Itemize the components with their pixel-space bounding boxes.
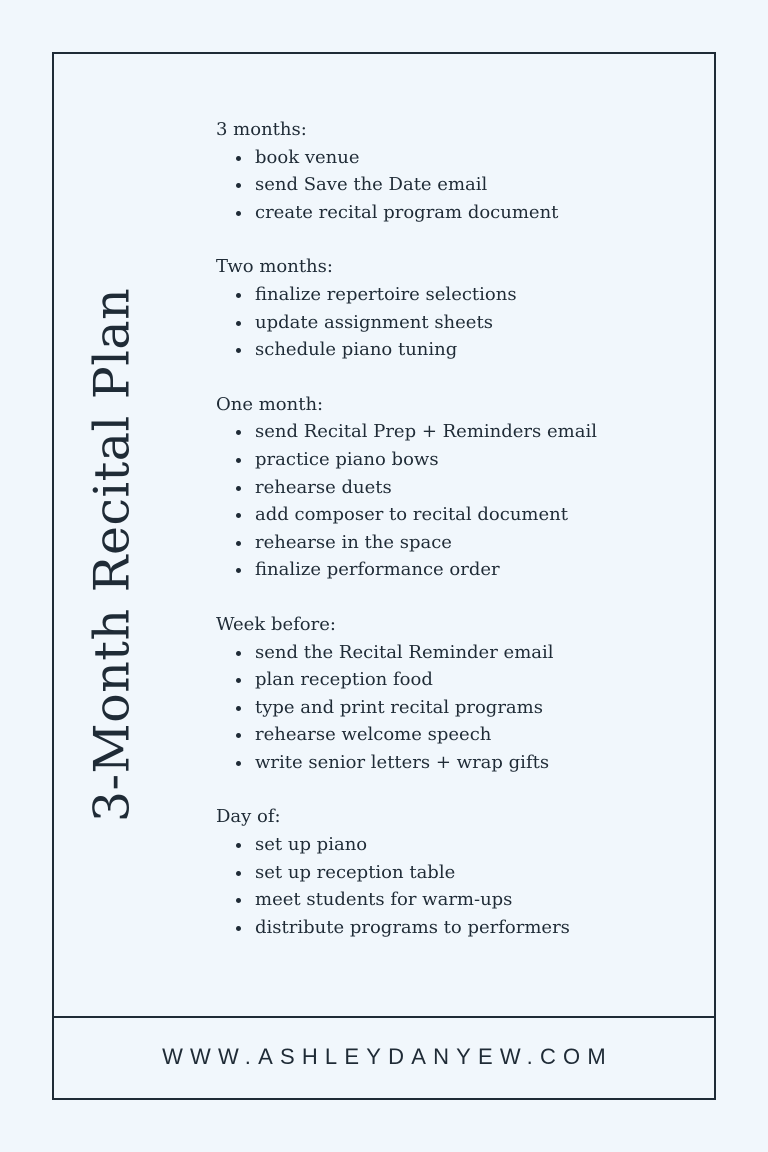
list-item: send Save the Date email: [216, 171, 696, 199]
section-heading: One month:: [216, 393, 324, 415]
recital-plan: [216, 116, 696, 968]
list-item: meet students for warm-ups: [216, 886, 696, 914]
list-item: finalize performance order: [216, 556, 696, 584]
list-item: send Recital Prep + Reminders email: [216, 418, 696, 446]
list-item: update assignment sheets: [216, 309, 696, 337]
section-week-before: [216, 611, 696, 777]
list-item: schedule piano tuning: [216, 336, 696, 364]
section-day-of: [216, 803, 696, 941]
section-heading: 3 months:: [216, 119, 307, 140]
section-one-month: [216, 391, 696, 584]
list-item: rehearse duets: [216, 474, 696, 502]
list-item: finalize repertoire selections: [216, 281, 696, 309]
task-list: [216, 144, 696, 227]
list-item: book venue: [216, 144, 696, 172]
list-item: send the Recital Reminder email: [216, 639, 696, 667]
list-item: type and print recital programs: [216, 694, 696, 722]
section-heading: Two months:: [216, 256, 333, 278]
list-item: rehearse in the space: [216, 529, 696, 557]
list-item: distribute programs to performers: [216, 914, 696, 942]
task-list: [216, 639, 696, 777]
list-item: rehearse welcome speech: [216, 721, 696, 749]
website-url: WWW.ASHLEYDANYEW.COM: [162, 1044, 613, 1069]
section-3-months: [216, 116, 696, 226]
section-heading: Day of:: [216, 806, 281, 828]
page-title: 3-Month Recital Plan: [83, 287, 141, 823]
list-item: set up reception table: [216, 859, 696, 887]
list-item: set up piano: [216, 831, 696, 859]
list-item: plan reception food: [216, 666, 696, 694]
list-item: add composer to recital document: [216, 501, 696, 529]
section-heading: Week before:: [216, 613, 336, 635]
task-list: [216, 281, 696, 364]
list-item: create recital program document: [216, 199, 696, 227]
list-item: practice piano bows: [216, 446, 696, 474]
task-list: [216, 418, 696, 584]
task-list: [216, 831, 696, 941]
section-two-months: [216, 253, 696, 363]
list-item: write senior letters + wrap gifts: [216, 749, 696, 777]
